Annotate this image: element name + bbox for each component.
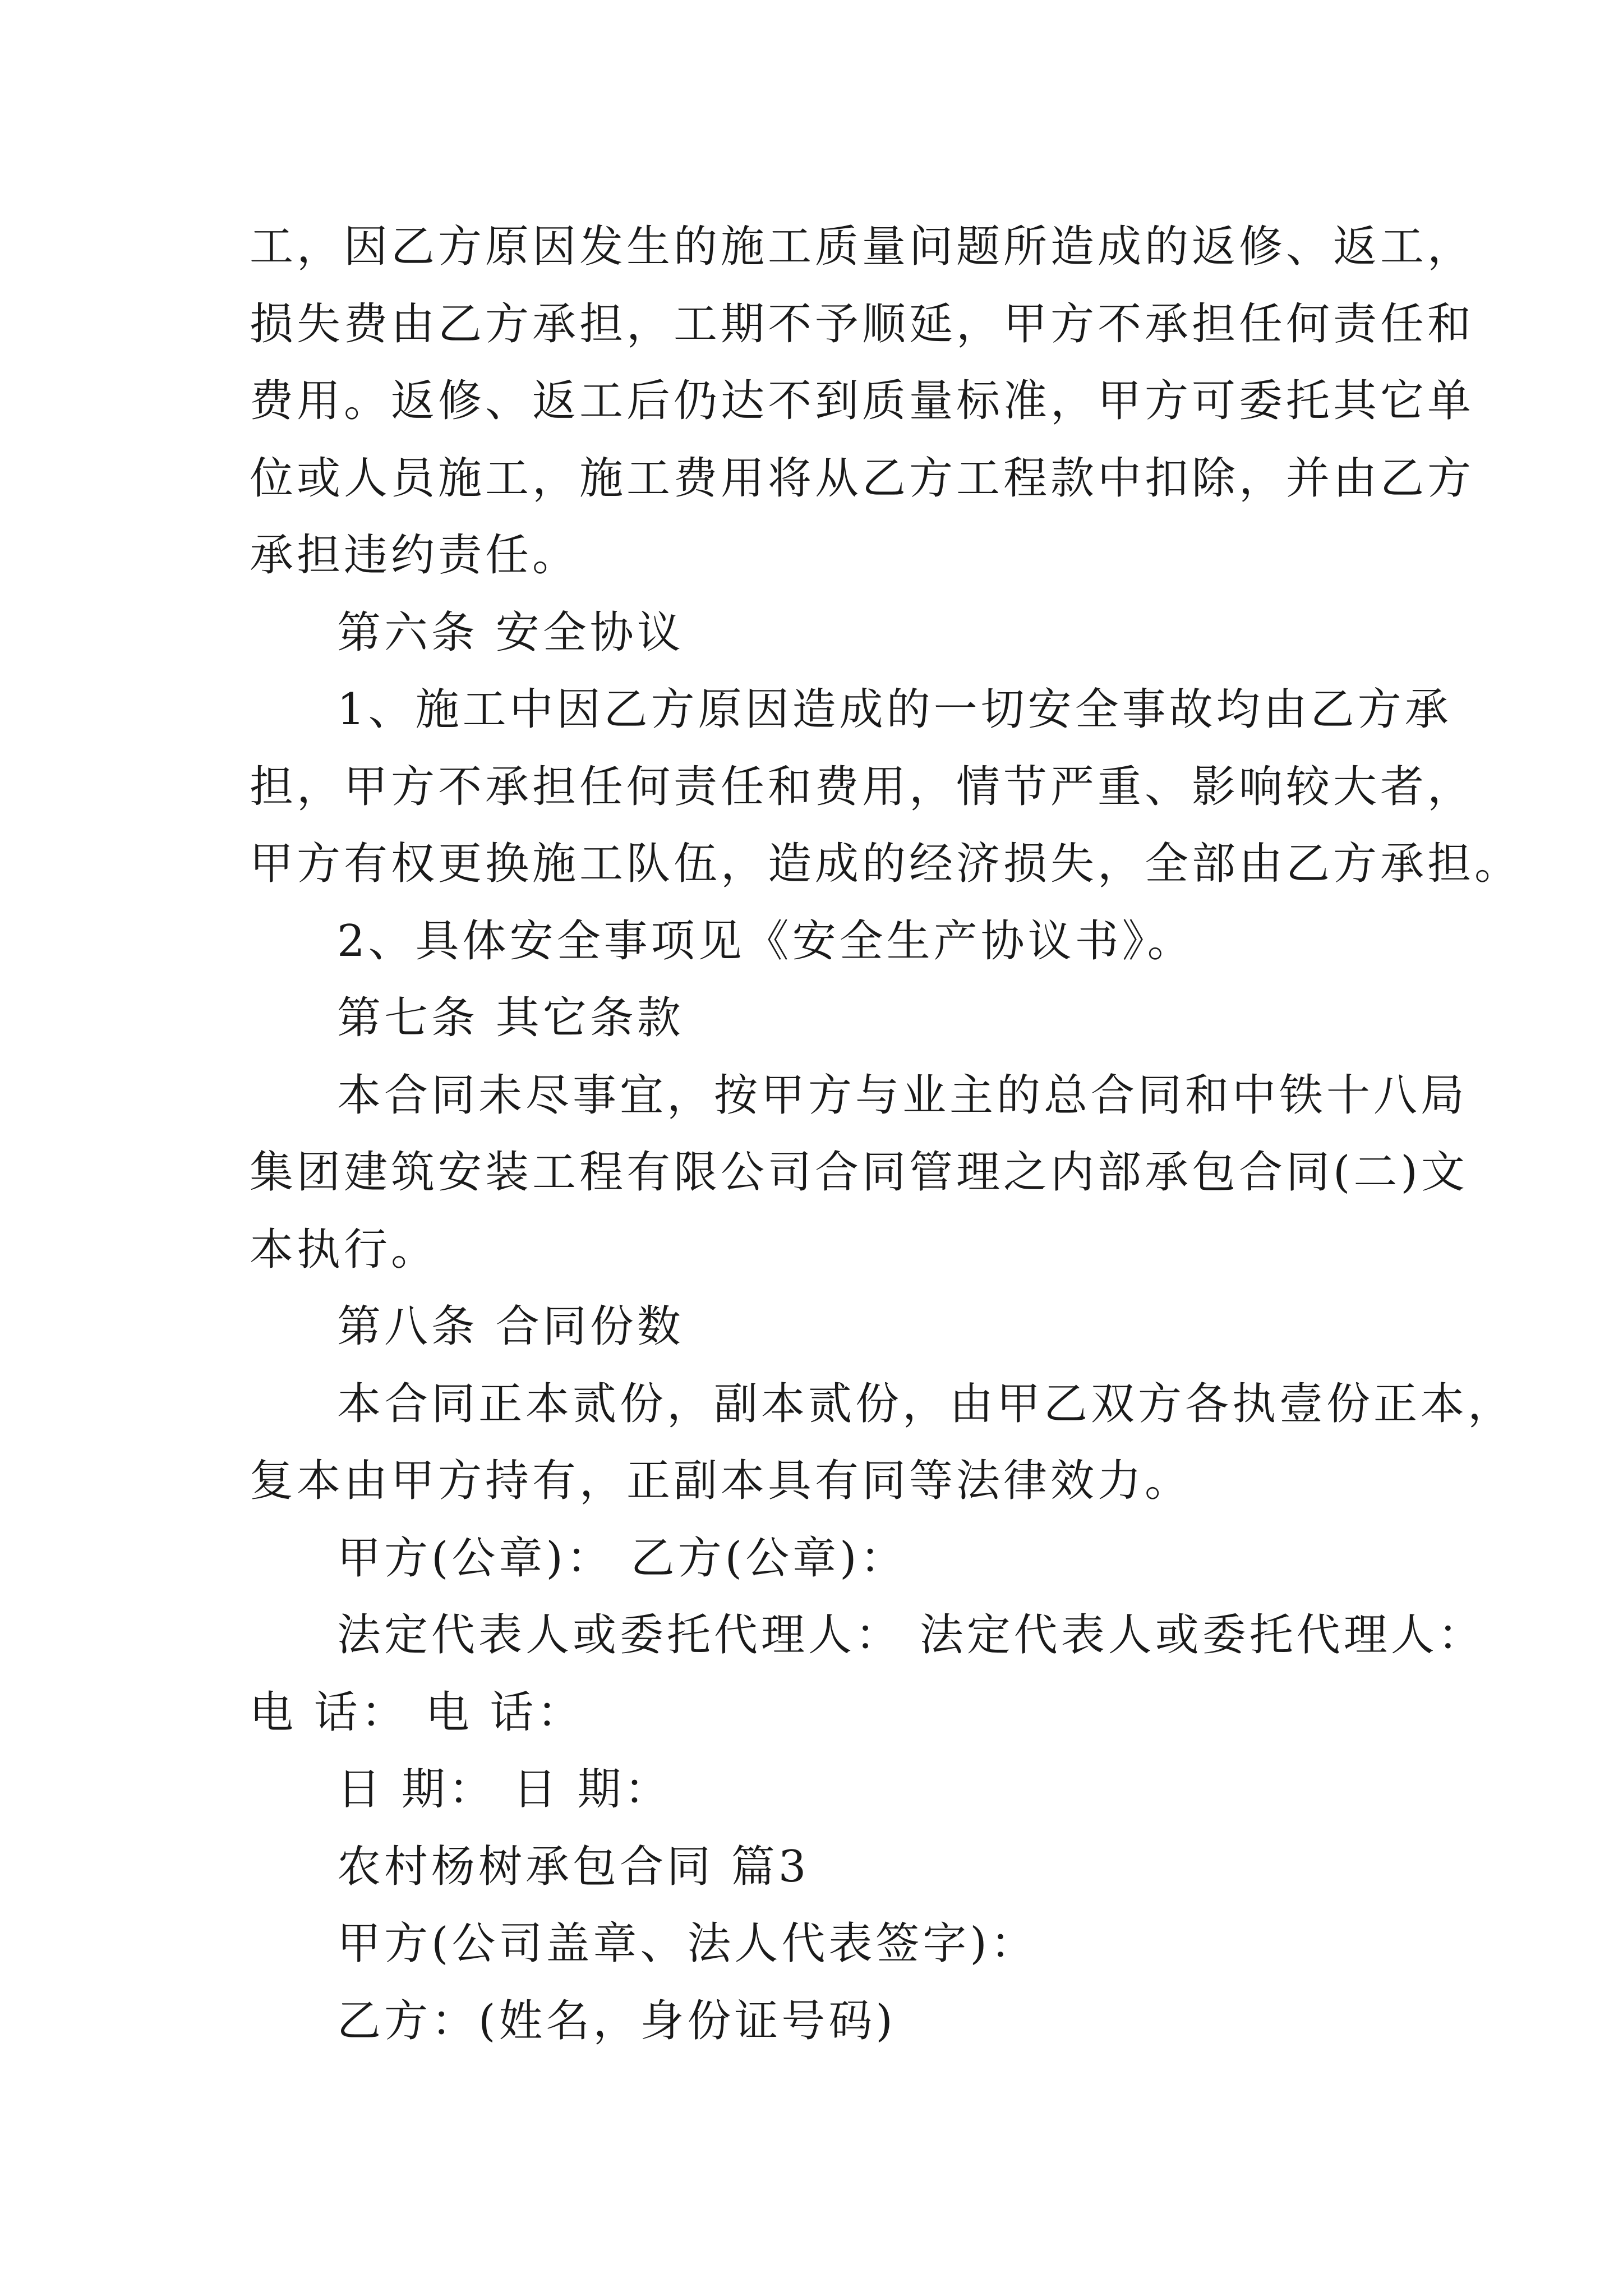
document-body: [250, 209, 1522, 2060]
paragraph-line: 损失费由乙方承担，工期不予顺延，甲方不承担任何责任和: [250, 298, 1475, 349]
party-a-line: 甲方(公司盖章、法人代表签字)：: [337, 1918, 1038, 1969]
paragraph-line: 2、具体安全事项见《安全生产协议书》。: [337, 915, 1195, 967]
paragraph-line: 担，甲方不承担任何责任和费用，情节严重、影响较大者，: [250, 761, 1475, 812]
paragraph-line: 集团建筑安装工程有限公司合同管理之内部承包合同(二)文: [250, 1147, 1468, 1198]
paragraph-line: 工，因乙方原因发生的施工质量问题所造成的返修、返工，: [250, 222, 1475, 272]
paragraph-line: 本执行。: [250, 1224, 439, 1275]
section-heading-article-6: 第六条 安全协议: [337, 607, 684, 658]
section-heading-article-8: 第八条 合同份数: [337, 1301, 684, 1352]
paragraph-line: 1、施工中因乙方原因造成的一切安全事故均由乙方承: [337, 684, 1452, 735]
signature-seal-line: 甲方(公章)： 乙方(公章)：: [337, 1533, 907, 1584]
signature-date-line: 日 期： 日 期：: [337, 1764, 672, 1815]
paragraph-line: 费用。返修、返工后仍达不到质量标准，甲方可委托其它单: [250, 376, 1475, 426]
party-b-line: 乙方：(姓名，身份证号码): [337, 1995, 896, 2046]
contract-title: 农村杨树承包合同 篇3: [337, 1841, 810, 1892]
paragraph-line: 复本由甲方持有，正副本具有同等法律效力。: [250, 1456, 1192, 1506]
paragraph-line: 本合同正本贰份，副本贰份，由甲乙双方各执壹份正本，: [337, 1378, 1515, 1429]
signature-representative-line: 法定代表人或委托代理人： 法定代表人或委托代理人：: [337, 1610, 1485, 1660]
paragraph-line: 位或人员施工，施工费用将从乙方工程款中扣除，并由乙方: [250, 453, 1475, 504]
signature-phone-line: 电 话： 电 话：: [250, 1687, 584, 1738]
paragraph-line: 本合同未尽事宜，按甲方与业主的总合同和中铁十八局: [337, 1070, 1468, 1121]
paragraph-line: 承担违约责任。: [250, 530, 580, 581]
section-heading-article-7: 第七条 其它条款: [337, 993, 684, 1043]
paragraph-line: 甲方有权更换施工队伍，造成的经济损失，全部由乙方承担。: [250, 839, 1522, 889]
